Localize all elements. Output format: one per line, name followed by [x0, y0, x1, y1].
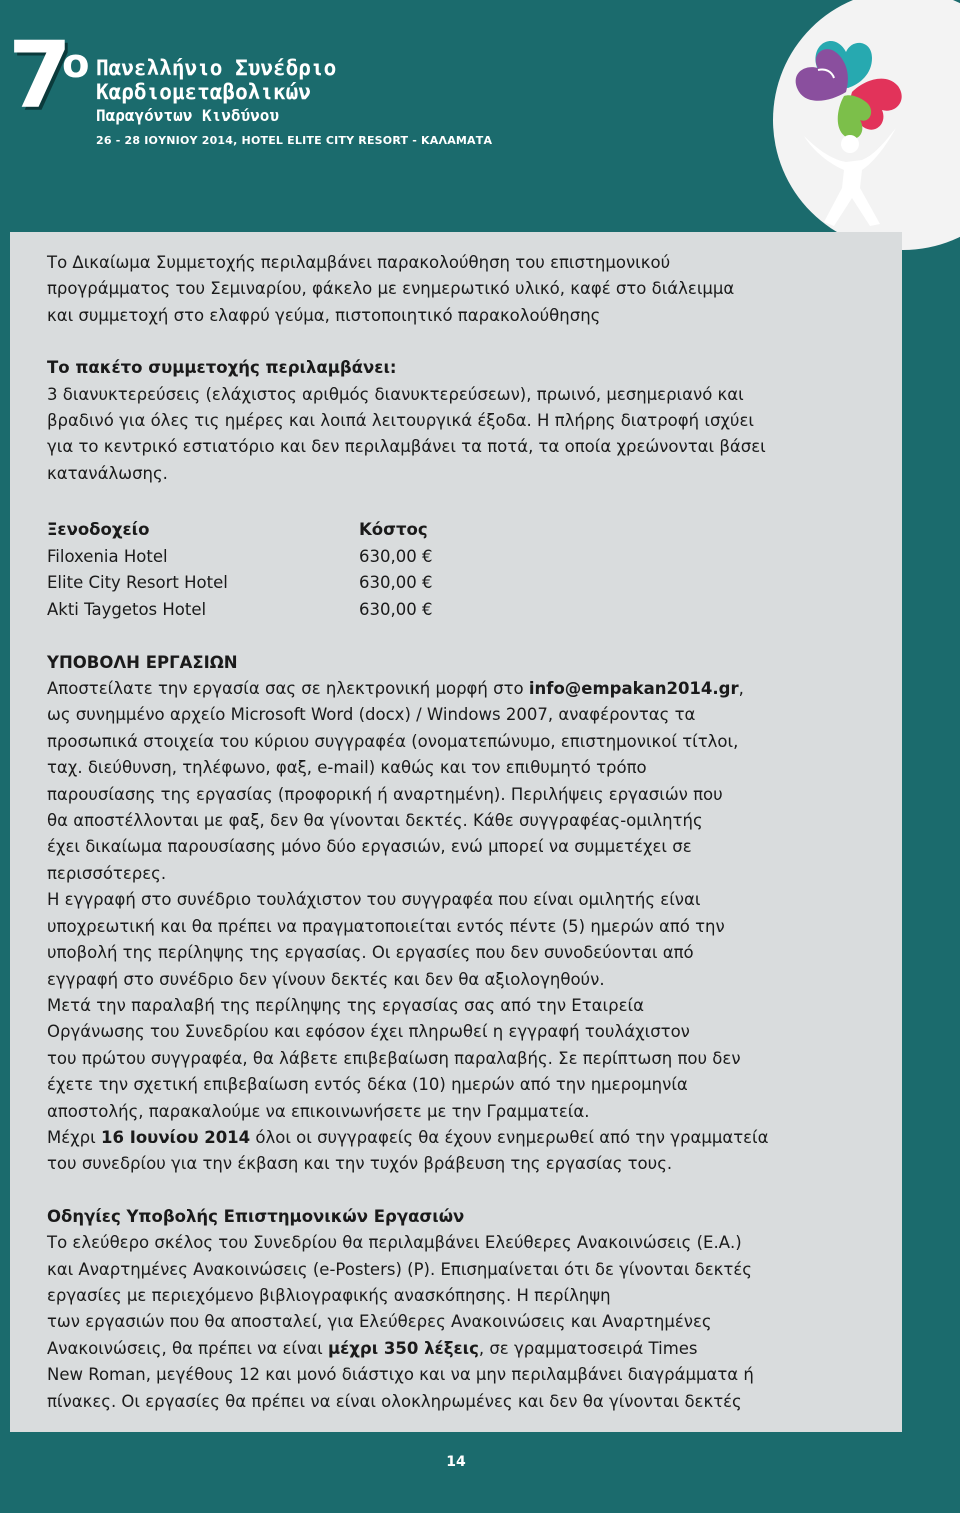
table-row [47, 544, 432, 571]
submission-line: έχει δικαίωμα παρουσίασης μόνο δύο εργασιών, ενώ μπορεί να συμμετέχει σε [47, 837, 692, 857]
guidelines-line: New Roman, μεγέθους 12 και μονό διάστιχο και να μην περιλαμβάνει διαγράμματα ή [47, 1365, 754, 1385]
deadline-line [47, 1125, 877, 1151]
guidelines-line: των εργασιών που θα αποσταλεί, για Ελεύθερες Ανακοινώσεις και Αναρτημένες [47, 1312, 712, 1332]
submission-line: υποχρεωτική και θα πρέπει να πραγματοποιείται εντός πέντε (5) ημερών από την [47, 916, 725, 936]
submission-line: θα αποστέλλονται με φαξ, δεν θα γίνονται δεκτές. Κάθε συγγραφέας-ομιλητής [47, 811, 703, 831]
submission-line: Μετά την παραλαβή της περίληψης της εργασίας σας από την Εταιρεία [47, 995, 644, 1015]
guidelines-line: εργασίες με περιεχόμενο βιβλιογραφικής ανασκόπησης. Η περίληψη [47, 1285, 611, 1305]
guidelines-line: Το ελεύθερο σκέλος του Συνεδρίου θα περιλαμβάνει Ελεύθερες Ανακοινώσεις (Ε.Α.) [47, 1233, 742, 1253]
guidelines-section [47, 1204, 877, 1415]
hotel-name: Elite City Resort Hotel [47, 573, 228, 593]
page-content [47, 250, 877, 1415]
word-limit: μέχρι 350 λέξεις [327, 1338, 479, 1358]
submission-text: Αποστείλατε την εργασία σας σε ηλεκτρονική μορφή στο [47, 679, 529, 699]
conference-title-line3: Παραγόντων Κινδύνου [96, 106, 280, 125]
conference-title-line1: Πανελλήνιο Συνέδριο [96, 56, 337, 80]
package-section [47, 355, 877, 487]
hotel-cost: 630,00 € [359, 546, 433, 566]
submission-line: εγγραφή στο συνέδριο δεν γίνουν δεκτές και δεν θα αξιολογηθούν. [47, 969, 605, 989]
conference-title-line2: Καρδιομεταβολικών [96, 80, 311, 104]
guidelines-line: και Αναρτημένες Ανακοινώσεις (e-Posters) (P). Επισημαίνεται ότι δε γίνονται δεκτές [47, 1259, 752, 1279]
deadline-line: του συνεδρίου για την έκβαση και την τυχόν βράβευση της εργασίας τους. [47, 1154, 673, 1174]
submission-section [47, 650, 877, 1178]
submission-line: περισσότερες. [47, 863, 167, 883]
clover-figure-logo-icon [790, 28, 910, 228]
intro-line: προγράμματος του Σεμιναρίου, φάκελο με ενημερωτικό υλικό, καφέ στο διάλειμμα [47, 279, 735, 299]
intro-line: Το Δικαίωμα Συμμετοχής περιλαμβάνει παρακολούθηση του επιστημονικού [47, 253, 671, 272]
guidelines-line [47, 1336, 877, 1362]
submission-line: αποστολής, παρακαλούμε να επικοινωνήσετε με την Γραμματεία. [47, 1101, 590, 1121]
edition-number: 7 [8, 22, 71, 129]
hotel-name: Filoxenia Hotel [47, 546, 168, 566]
package-line: κατανάλωσης. [47, 463, 168, 483]
conference-dateline: 26 - 28 ΙΟΥΝΙΟΥ 2014, HOTEL ELITE CITY RESORT - ΚΑΛΑΜΑΤΑ [96, 134, 493, 147]
package-line: βραδινό για όλες τις ημέρες και λοιπά λειτουργικά έξοδα. Η πλήρης διατροφή ισχύει [47, 411, 754, 431]
guidelines-text: , σε γραμματοσειρά Times [478, 1338, 698, 1358]
submission-line: υποβολή της περίληψης της εργασίας. Οι εργασίες που δεν συνοδεύονται από [47, 943, 694, 963]
hotel-name: Akti Taygetos Hotel [47, 600, 207, 620]
package-line: για το κεντρικό εστιατόριο και δεν περιλαμβάνει τα ποτά, τα οποία χρεώνονται βάσει [47, 437, 766, 457]
hotel-cost: 630,00 € [359, 573, 433, 593]
deadline-date: 16 Ιουνίου 2014 [101, 1127, 251, 1147]
package-heading: Το πακέτο συμμετοχής περιλαμβάνει: [47, 358, 397, 378]
intro-section [47, 250, 877, 329]
submission-line: του πρώτου συγγραφέα, θα λάβετε επιβεβαίωση παραλαβής. Σε περίπτωση που δεν [47, 1048, 741, 1068]
submission-email-link[interactable]: info@empakan2014.gr [528, 679, 739, 699]
deadline-text: Μέχρι [47, 1127, 101, 1147]
package-line: 3 διανυκτερεύσεις (ελάχιστος αριθμός διανυκτερεύσεων), πρωινό, μεσημεριανό και [47, 384, 744, 404]
page-footer [0, 1432, 960, 1513]
guidelines-line: πίνακες. Οι εργασίες θα πρέπει να είναι ολοκληρωμένες και δεν θα γίνονται δεκτές [47, 1391, 742, 1411]
submission-line: Οργάνωσης του Συνεδρίου και εφόσον έχει πληρωθεί η εγγραφή τουλάχιστον [47, 1022, 690, 1042]
edition-superscript: ο [62, 41, 90, 87]
column-header-hotel: Ξενοδοχείο [47, 520, 150, 540]
submission-line: ταχ. διεύθυνση, τηλέφωνο, φαξ, e-mail) καθώς και τον επιθυμητό τρόπο [47, 758, 647, 778]
table-header-row [47, 517, 432, 544]
intro-line: και συμμετοχή στο ελαφρύ γεύμα, πιστοποιητικό παρακολούθησης [47, 305, 601, 325]
submission-line: προσωπικά στοιχεία του κύριου συγγραφέα (ονοματεπώνυμο, επιστημονικοί τίτλοι, [47, 731, 739, 751]
submission-line: έχετε την σχετική επιβεβαίωση εντός δέκα (10) ημερών από την ημερομηνία [47, 1075, 688, 1095]
guidelines-heading: Οδηγίες Υποβολής Επιστημονικών Εργασιών [47, 1206, 465, 1226]
submission-line [47, 676, 877, 702]
hotel-cost-table [47, 517, 432, 623]
submission-line: παρουσίασης της εργασίας (προφορική ή αναρτημένη). Περιλήψεις εργασιών που [47, 784, 723, 804]
submission-line: Η εγγραφή στο συνέδριο τουλάχιστον του συγγραφέα που είναι ομιλητής είναι [47, 890, 701, 910]
column-header-cost: Κόστος [359, 520, 428, 540]
submission-text: , [738, 679, 744, 699]
deadline-text: όλοι οι συγγραφείς θα έχουν ενημερωθεί από την γραμματεία [250, 1127, 769, 1147]
table-row [47, 570, 432, 597]
page-number: 14 [446, 1454, 466, 1470]
submission-heading: ΥΠΟΒΟΛΗ ΕΡΓΑΣΙΩΝ [47, 652, 238, 672]
submission-line: ως συνημμένο αρχείο Microsoft Word (docx) / Windows 2007, αναφέροντας τα [47, 705, 696, 725]
hotel-cost: 630,00 € [359, 600, 433, 620]
table-row [47, 597, 432, 624]
guidelines-text: Ανακοινώσεις, θα πρέπει να είναι [47, 1338, 328, 1358]
